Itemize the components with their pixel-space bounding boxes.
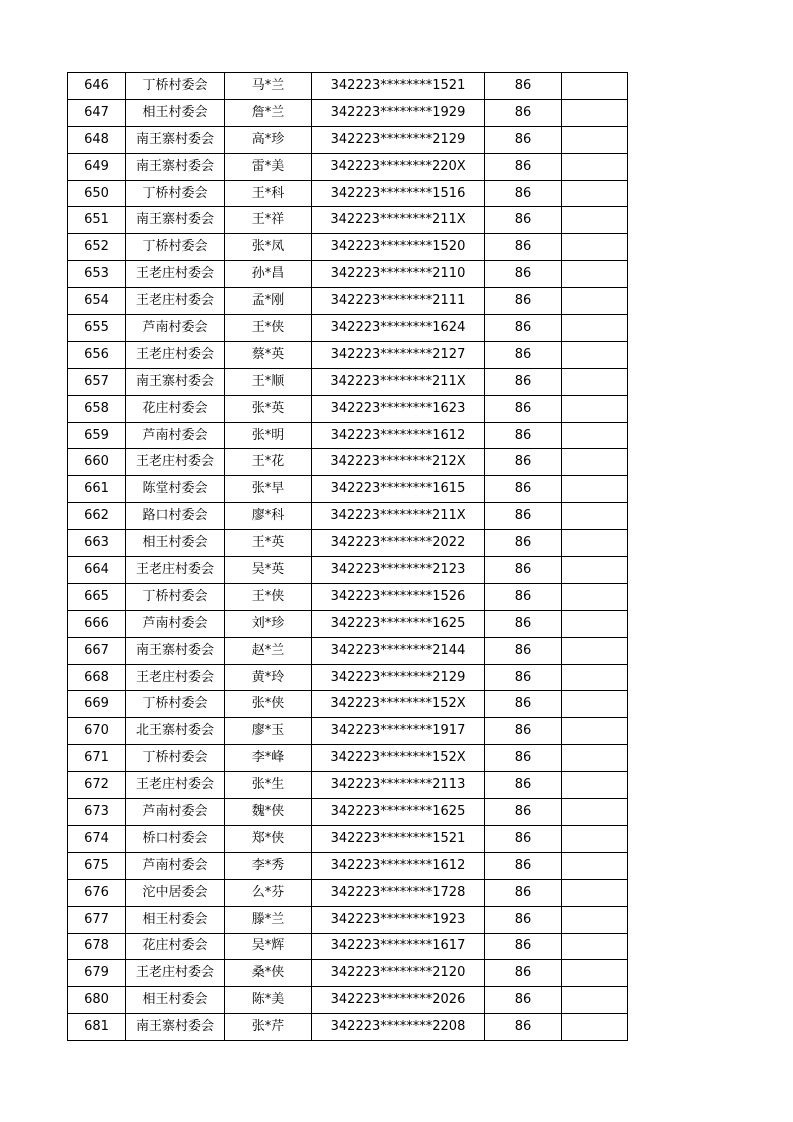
score-cell: 86 [485,664,562,691]
id-number-cell: 342223********1623 [312,395,485,422]
village-committee-cell: 丁桥村委会 [126,745,225,772]
row-number-cell: 672 [68,772,126,799]
table-row [68,1014,628,1041]
empty-remarks-cell [562,341,628,368]
table-row [68,879,628,906]
id-number-cell: 342223********2129 [312,126,485,153]
row-number-cell: 676 [68,879,126,906]
person-name-cell: 黄*玲 [225,664,312,691]
id-number-cell: 342223********1625 [312,799,485,826]
score-cell: 86 [485,180,562,207]
table-row [68,799,628,826]
person-name-cell: 张*生 [225,772,312,799]
person-name-cell: 蔡*英 [225,341,312,368]
table-row [68,126,628,153]
table-row [68,261,628,288]
person-name-cell: 王*侠 [225,315,312,342]
id-number-cell: 342223********211X [312,503,485,530]
empty-remarks-cell [562,234,628,261]
village-committee-cell: 相王村委会 [126,530,225,557]
id-number-cell: 342223********1617 [312,933,485,960]
score-cell: 86 [485,422,562,449]
empty-remarks-cell [562,99,628,126]
table-row [68,772,628,799]
id-number-cell: 342223********1612 [312,852,485,879]
row-number-cell: 681 [68,1014,126,1041]
village-committee-cell: 丁桥村委会 [126,691,225,718]
empty-remarks-cell [562,449,628,476]
empty-remarks-cell [562,503,628,530]
id-number-cell: 342223********1615 [312,476,485,503]
empty-remarks-cell [562,664,628,691]
village-committee-cell: 南王寨村委会 [126,207,225,234]
person-name-cell: 张*明 [225,422,312,449]
person-name-cell: 魏*侠 [225,799,312,826]
table-row [68,691,628,718]
id-number-cell: 342223********2208 [312,1014,485,1041]
table-row [68,288,628,315]
empty-remarks-cell [562,960,628,987]
row-number-cell: 648 [68,126,126,153]
score-cell: 86 [485,288,562,315]
id-number-cell: 342223********2111 [312,288,485,315]
score-cell: 86 [485,610,562,637]
table-row [68,583,628,610]
id-number-cell: 342223********2026 [312,987,485,1014]
table-row [68,476,628,503]
id-number-cell: 342223********2129 [312,664,485,691]
table-row [68,610,628,637]
id-number-cell: 342223********211X [312,207,485,234]
empty-remarks-cell [562,315,628,342]
village-committee-cell: 王老庄村委会 [126,664,225,691]
id-number-cell: 342223********152X [312,691,485,718]
table-row [68,557,628,584]
table-row [68,906,628,933]
score-cell: 86 [485,745,562,772]
score-cell: 86 [485,960,562,987]
village-committee-cell: 南王寨村委会 [126,637,225,664]
empty-remarks-cell [562,825,628,852]
id-number-cell: 342223********1521 [312,825,485,852]
row-number-cell: 669 [68,691,126,718]
row-number-cell: 666 [68,610,126,637]
id-number-cell: 342223********2110 [312,261,485,288]
score-cell: 86 [485,315,562,342]
score-cell: 86 [485,476,562,503]
row-number-cell: 665 [68,583,126,610]
id-number-cell: 342223********1624 [312,315,485,342]
row-number-cell: 655 [68,315,126,342]
row-number-cell: 667 [68,637,126,664]
person-name-cell: 王*科 [225,180,312,207]
table-row [68,368,628,395]
village-committee-cell: 王老庄村委会 [126,772,225,799]
table-row [68,933,628,960]
person-name-cell: 王*侠 [225,583,312,610]
person-name-cell: 张*早 [225,476,312,503]
village-committee-cell: 相王村委会 [126,987,225,1014]
score-cell: 86 [485,126,562,153]
row-number-cell: 650 [68,180,126,207]
village-committee-cell: 王老庄村委会 [126,261,225,288]
empty-remarks-cell [562,799,628,826]
empty-remarks-cell [562,637,628,664]
village-committee-cell: 南王寨村委会 [126,126,225,153]
table-row [68,207,628,234]
id-number-cell: 342223********2144 [312,637,485,664]
village-committee-cell: 芦南村委会 [126,422,225,449]
village-committee-cell: 陈堂村委会 [126,476,225,503]
table-row [68,718,628,745]
village-committee-cell: 相王村委会 [126,906,225,933]
village-committee-cell: 沱中居委会 [126,879,225,906]
person-name-cell: 张*侠 [225,691,312,718]
score-cell: 86 [485,691,562,718]
table-row [68,99,628,126]
person-name-cell: 廖*玉 [225,718,312,745]
person-name-cell: 吴*英 [225,557,312,584]
village-committee-cell: 芦南村委会 [126,610,225,637]
row-number-cell: 664 [68,557,126,584]
row-number-cell: 678 [68,933,126,960]
table-row [68,960,628,987]
person-name-cell: 王*祥 [225,207,312,234]
village-committee-cell: 丁桥村委会 [126,73,225,100]
id-number-cell: 342223********1612 [312,422,485,449]
roster-table-body [68,73,628,1041]
score-cell: 86 [485,99,562,126]
empty-remarks-cell [562,368,628,395]
score-cell: 86 [485,987,562,1014]
row-number-cell: 677 [68,906,126,933]
person-name-cell: 高*珍 [225,126,312,153]
empty-remarks-cell [562,126,628,153]
village-committee-cell: 芦南村委会 [126,852,225,879]
village-committee-cell: 相王村委会 [126,99,225,126]
id-number-cell: 342223********1923 [312,906,485,933]
row-number-cell: 651 [68,207,126,234]
row-number-cell: 679 [68,960,126,987]
person-name-cell: 王*花 [225,449,312,476]
empty-remarks-cell [562,207,628,234]
person-name-cell: 王*英 [225,530,312,557]
score-cell: 86 [485,906,562,933]
village-committee-cell: 丁桥村委会 [126,180,225,207]
village-committee-cell: 桥口村委会 [126,825,225,852]
row-number-cell: 649 [68,153,126,180]
empty-remarks-cell [562,691,628,718]
village-committee-cell: 丁桥村委会 [126,583,225,610]
id-number-cell: 342223********152X [312,745,485,772]
village-committee-cell: 丁桥村委会 [126,234,225,261]
person-name-cell: 马*兰 [225,73,312,100]
score-cell: 86 [485,637,562,664]
empty-remarks-cell [562,610,628,637]
village-committee-cell: 芦南村委会 [126,799,225,826]
score-cell: 86 [485,261,562,288]
empty-remarks-cell [562,583,628,610]
row-number-cell: 656 [68,341,126,368]
person-name-cell: 郑*侠 [225,825,312,852]
empty-remarks-cell [562,879,628,906]
person-name-cell: 孙*昌 [225,261,312,288]
score-cell: 86 [485,341,562,368]
table-row [68,987,628,1014]
id-number-cell: 342223********2123 [312,557,485,584]
empty-remarks-cell [562,288,628,315]
score-cell: 86 [485,718,562,745]
table-row [68,852,628,879]
id-number-cell: 342223********1917 [312,718,485,745]
score-cell: 86 [485,825,562,852]
score-cell: 86 [485,207,562,234]
row-number-cell: 647 [68,99,126,126]
empty-remarks-cell [562,987,628,1014]
village-committee-cell: 王老庄村委会 [126,288,225,315]
row-number-cell: 674 [68,825,126,852]
row-number-cell: 646 [68,73,126,100]
village-committee-cell: 王老庄村委会 [126,341,225,368]
empty-remarks-cell [562,153,628,180]
id-number-cell: 342223********1929 [312,99,485,126]
row-number-cell: 658 [68,395,126,422]
row-number-cell: 657 [68,368,126,395]
table-row [68,234,628,261]
score-cell: 86 [485,234,562,261]
person-name-cell: 孟*刚 [225,288,312,315]
row-number-cell: 680 [68,987,126,1014]
table-row [68,73,628,100]
row-number-cell: 661 [68,476,126,503]
roster-table [67,72,628,1041]
score-cell: 86 [485,153,562,180]
empty-remarks-cell [562,261,628,288]
village-committee-cell: 王老庄村委会 [126,449,225,476]
empty-remarks-cell [562,422,628,449]
table-row [68,664,628,691]
row-number-cell: 670 [68,718,126,745]
id-number-cell: 342223********2022 [312,530,485,557]
table-row [68,825,628,852]
village-committee-cell: 王老庄村委会 [126,557,225,584]
score-cell: 86 [485,530,562,557]
person-name-cell: 张*英 [225,395,312,422]
score-cell: 86 [485,503,562,530]
row-number-cell: 659 [68,422,126,449]
table-row [68,422,628,449]
empty-remarks-cell [562,772,628,799]
row-number-cell: 653 [68,261,126,288]
id-number-cell: 342223********211X [312,368,485,395]
empty-remarks-cell [562,476,628,503]
table-row [68,503,628,530]
empty-remarks-cell [562,395,628,422]
person-name-cell: 陈*美 [225,987,312,1014]
id-number-cell: 342223********1526 [312,583,485,610]
village-committee-cell: 芦南村委会 [126,315,225,342]
id-number-cell: 342223********1520 [312,234,485,261]
id-number-cell: 342223********220X [312,153,485,180]
empty-remarks-cell [562,1014,628,1041]
village-committee-cell: 北王寨村委会 [126,718,225,745]
row-number-cell: 668 [68,664,126,691]
row-number-cell: 660 [68,449,126,476]
empty-remarks-cell [562,73,628,100]
id-number-cell: 342223********1625 [312,610,485,637]
score-cell: 86 [485,449,562,476]
table-row [68,449,628,476]
score-cell: 86 [485,933,562,960]
person-name-cell: 詹*兰 [225,99,312,126]
empty-remarks-cell [562,933,628,960]
person-name-cell: 赵*兰 [225,637,312,664]
person-name-cell: 李*秀 [225,852,312,879]
village-committee-cell: 南王寨村委会 [126,368,225,395]
score-cell: 86 [485,557,562,584]
table-row [68,180,628,207]
table-row [68,341,628,368]
person-name-cell: 张*芹 [225,1014,312,1041]
id-number-cell: 342223********1728 [312,879,485,906]
score-cell: 86 [485,772,562,799]
empty-remarks-cell [562,745,628,772]
table-row [68,745,628,772]
person-name-cell: 张*凤 [225,234,312,261]
score-cell: 86 [485,799,562,826]
table-row [68,153,628,180]
score-cell: 86 [485,73,562,100]
person-name-cell: 滕*兰 [225,906,312,933]
person-name-cell: 王*顺 [225,368,312,395]
person-name-cell: 么*芬 [225,879,312,906]
score-cell: 86 [485,1014,562,1041]
score-cell: 86 [485,583,562,610]
row-number-cell: 663 [68,530,126,557]
table-row [68,315,628,342]
id-number-cell: 342223********2127 [312,341,485,368]
row-number-cell: 673 [68,799,126,826]
village-committee-cell: 路口村委会 [126,503,225,530]
person-name-cell: 李*峰 [225,745,312,772]
village-committee-cell: 花庄村委会 [126,933,225,960]
row-number-cell: 671 [68,745,126,772]
score-cell: 86 [485,395,562,422]
table-row [68,637,628,664]
village-committee-cell: 南王寨村委会 [126,1014,225,1041]
id-number-cell: 342223********1516 [312,180,485,207]
person-name-cell: 桑*侠 [225,960,312,987]
empty-remarks-cell [562,906,628,933]
id-number-cell: 342223********2113 [312,772,485,799]
person-name-cell: 吴*辉 [225,933,312,960]
row-number-cell: 654 [68,288,126,315]
person-name-cell: 雷*美 [225,153,312,180]
row-number-cell: 662 [68,503,126,530]
empty-remarks-cell [562,557,628,584]
empty-remarks-cell [562,852,628,879]
village-committee-cell: 花庄村委会 [126,395,225,422]
id-number-cell: 342223********212X [312,449,485,476]
empty-remarks-cell [562,530,628,557]
id-number-cell: 342223********1521 [312,73,485,100]
table-row [68,395,628,422]
empty-remarks-cell [562,180,628,207]
empty-remarks-cell [562,718,628,745]
table-row [68,530,628,557]
village-committee-cell: 王老庄村委会 [126,960,225,987]
score-cell: 86 [485,879,562,906]
person-name-cell: 刘*珍 [225,610,312,637]
person-name-cell: 廖*科 [225,503,312,530]
village-committee-cell: 南王寨村委会 [126,153,225,180]
row-number-cell: 652 [68,234,126,261]
score-cell: 86 [485,852,562,879]
row-number-cell: 675 [68,852,126,879]
id-number-cell: 342223********2120 [312,960,485,987]
score-cell: 86 [485,368,562,395]
